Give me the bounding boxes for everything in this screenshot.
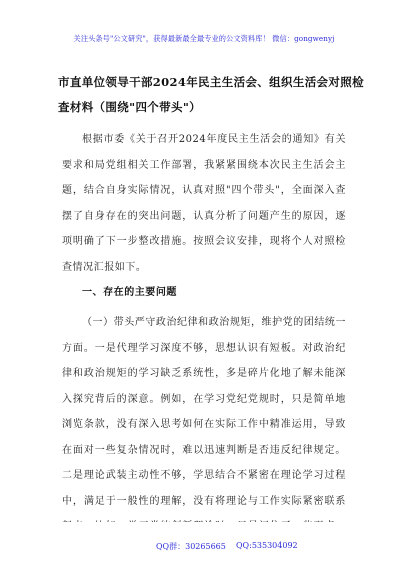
body-paragraph: （一）带头严守政治纪律和政治规矩，维护党的团结统一方面。一是代理学习深度不够，思想认识有短板。对政治纪律和政治规矩的学习缺乏系统性，多是碎片化地了解未能深入探究背后的深意。例如，在学习党纪党规时，只是简单地浏览条款，没有深入思考如何在实际工作中精准运用，导致在面对一些复杂情况时，难以迅速判断是否违反纪律规定。二是理论武装主动性不够，学思结合不紧密在理论学习过程中，满足于一般性的理解，没有将理论与工作实际紧密联系	[62, 317, 346, 507]
document-title-line1: 市直单位领导干部2024年民主生活会、组织生活会对照检	[58, 75, 364, 89]
document-title	[58, 70, 364, 120]
footer	[0, 541, 408, 555]
section-heading: 一、存在的主要问题	[82, 287, 177, 298]
footer-qq-contact: QQ:535304092	[236, 541, 298, 550]
intro-paragraph: 根据市委《关于召开2024年度民主生活会的通知》有关要求和局党组相关工作部署，我紧紧围绕本次民主生活会主题，结合自身实际情况，认真对照"四个带头"，全面深入查摆了自身存在的突出问题，认真分析了问题产生的原因，逐项明确了下一步整改措施。按照会议安排，现将个人对照检查情况汇报如下。	[62, 134, 346, 273]
footer-qq-group: QQ群：30265665	[156, 542, 226, 551]
top-banner: 关注头条号"公文研究"，获得最新最全最专业的公文资料库！ 微信：gongwenyj	[73, 34, 335, 43]
document-title-line2: 查材料（围绕"四个带头"）	[58, 100, 202, 114]
